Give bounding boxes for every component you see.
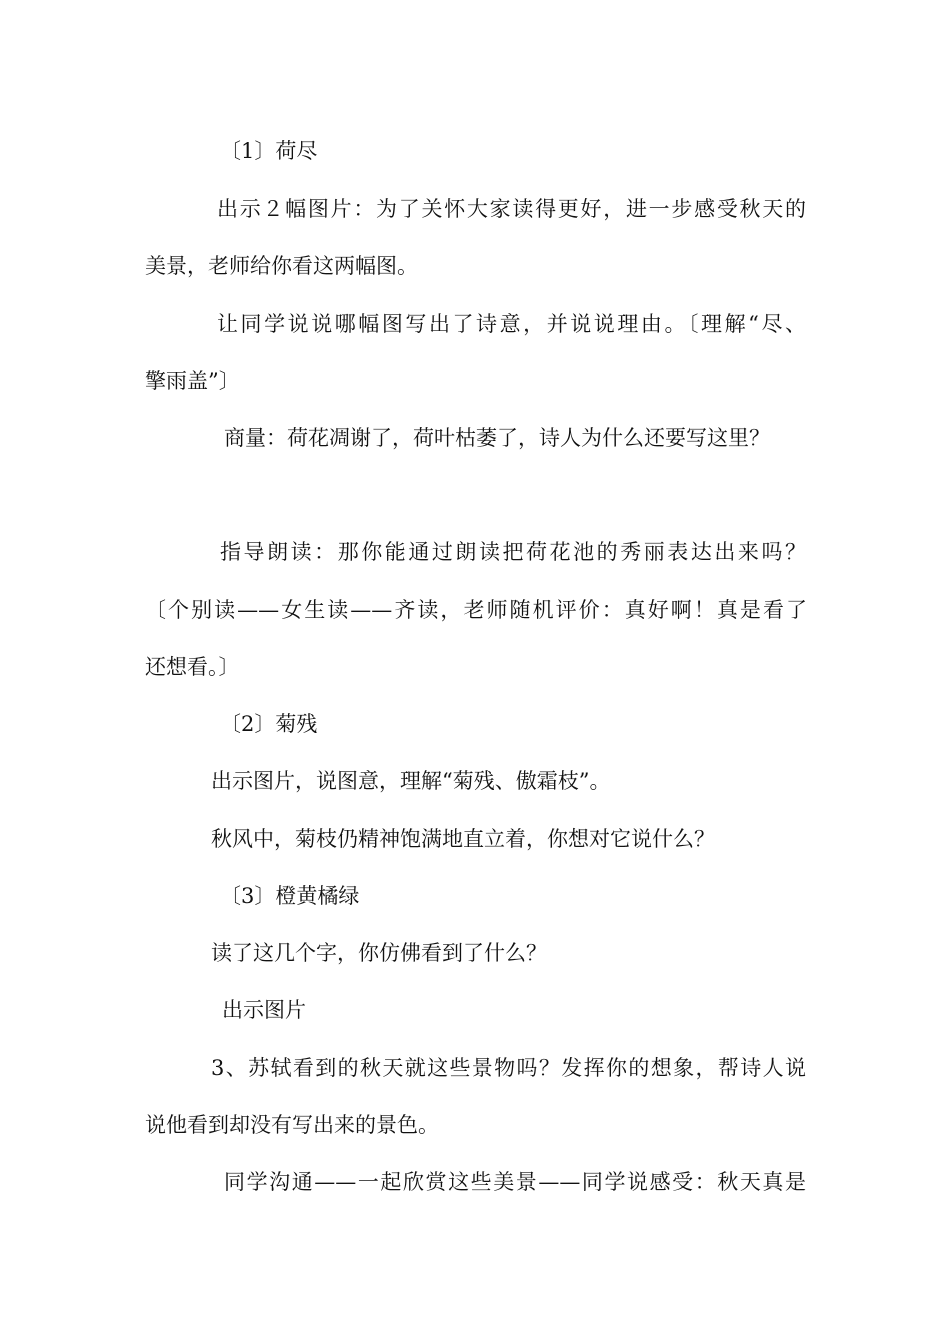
paragraph-show-pictures-line-2: 美景，老师给你看这两幅图。 xyxy=(145,254,418,278)
section-heading-chrysanthemum: 〔2〕菊残 xyxy=(220,712,318,736)
paragraph-show-pictures-line-1: 出示２幅图片：为了关怀大家读得更好，进一步感受秋天的 xyxy=(217,197,806,221)
paragraph-reading-guide-line-3: 还想看。〕 xyxy=(145,655,240,679)
paragraph-discuss-line-1: 让同学说说哪幅图写出了诗意，并说说理由。〔理解“尽、 xyxy=(217,312,806,336)
paragraph-imagination-line-2: 说他看到却没有写出来的景色。 xyxy=(145,1113,439,1137)
paragraph-what-did-you-see: 读了这几个字，你仿佛看到了什么？ xyxy=(211,941,547,965)
paragraph-question: 商量：荷花凋谢了，荷叶枯萎了，诗人为什么还要写这里？ xyxy=(224,426,770,450)
paragraph-reading-guide-line-1: 指导朗读：那你能通过朗读把荷花池的秀丽表达出来吗？ xyxy=(220,540,806,564)
paragraph-chrysanthemum-picture: 出示图片，说图意，理解“菊残、傲霜枝”。 xyxy=(211,769,611,793)
section-heading-lotus: 〔1〕荷尽 xyxy=(220,139,318,163)
paragraph-discuss-line-2: 擎雨盖”〕 xyxy=(145,369,240,393)
section-heading-orange-tangerine: 〔3〕橙黄橘绿 xyxy=(220,884,360,908)
paragraph-show-picture: 出示图片 xyxy=(222,998,306,1022)
paragraph-student-exchange-line-1: 同学沟通——一起欣赏这些美景——同学说感受：秋天真是 xyxy=(224,1170,806,1194)
paragraph-imagination-line-1: 3、苏轼看到的秋天就这些景物吗？发挥你的想象，帮诗人说 xyxy=(211,1056,806,1080)
paragraph-reading-guide-line-2: 〔个别读——女生读——齐读，老师随机评价：真好啊！真是看了 xyxy=(145,598,807,622)
paragraph-autumn-wind: 秋风中，菊枝仍精神饱满地直立着，你想对它说什么？ xyxy=(211,827,715,851)
